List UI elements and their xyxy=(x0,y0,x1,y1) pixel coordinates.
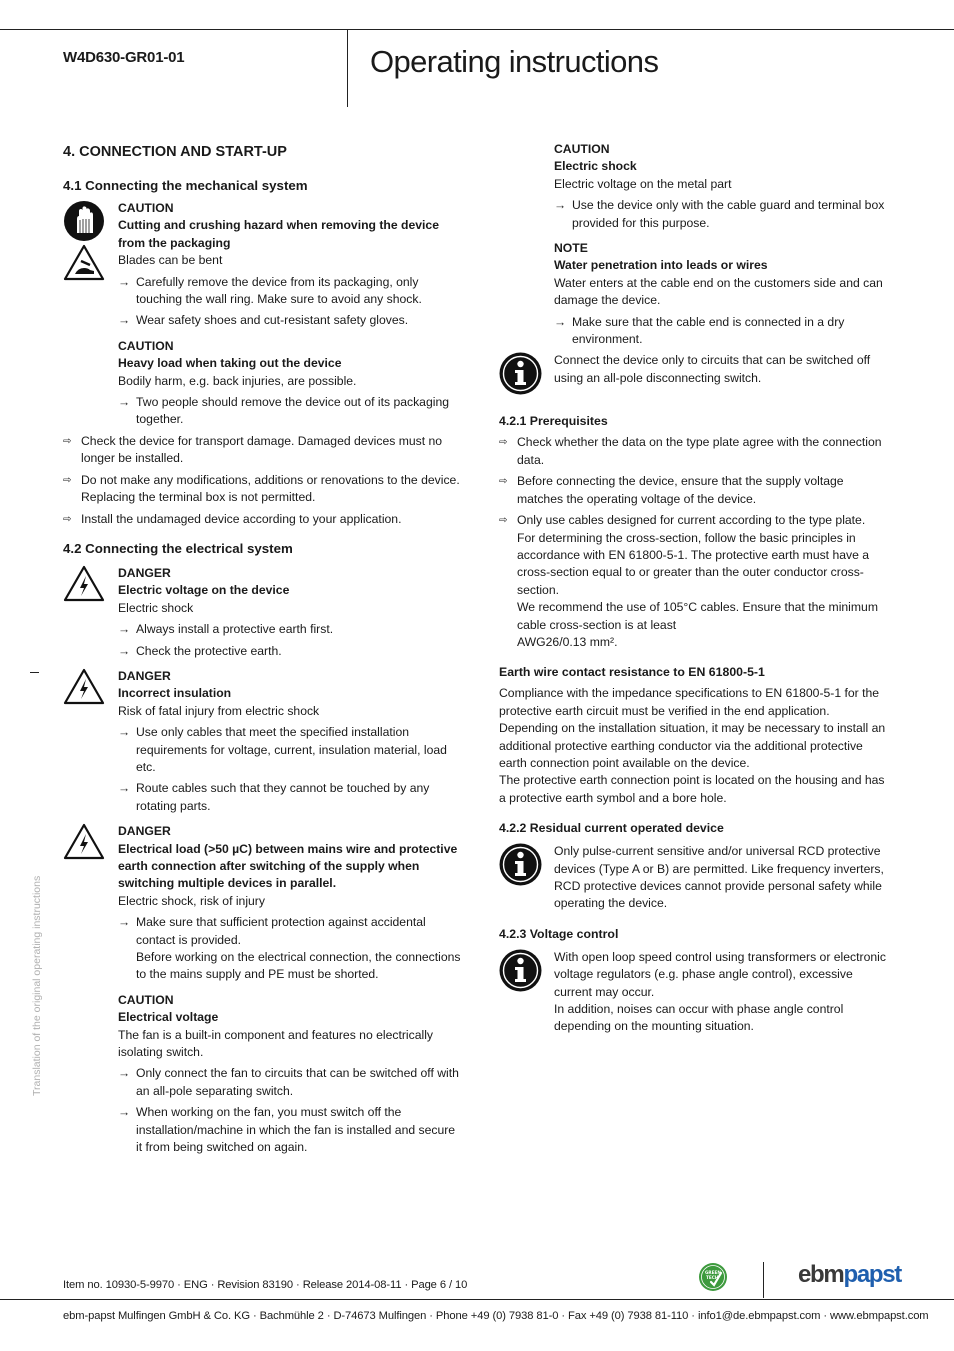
list-item: → Make sure that the cable end is connected in a dry environment. xyxy=(554,314,845,347)
warning-desc: Risk of fatal injury from electric shock xyxy=(118,703,320,718)
info-text: With open loop speed control using transformers or electronic voltage regulators (e.g. phase angle control), excessive current may occur. xyxy=(554,949,886,999)
warning-title: Electric shock xyxy=(554,159,637,174)
info-note-voltage-control xyxy=(499,949,891,1036)
info-text: In addition, noises can occur with phase angle control depending on the mounting situation. xyxy=(554,1002,844,1034)
warning-level: DANGER xyxy=(118,668,171,683)
check-list xyxy=(63,433,463,528)
document-code: W4D630-GR01-01 xyxy=(63,49,185,66)
arrow-icon: → xyxy=(118,643,131,658)
warning-title: Cutting and crushing hazard when removing the device from the packaging xyxy=(118,218,439,250)
section-title: 4. CONNECTION AND START-UP xyxy=(63,144,287,160)
warning-title: Electric voltage on the device xyxy=(118,583,290,598)
info-text: Connect the device only to circuits that can be switched off using an all-pole disconnecting switch. xyxy=(554,353,871,385)
right-column xyxy=(499,141,891,1036)
header-top-rule xyxy=(0,29,954,30)
badge-text-green: GREEN xyxy=(705,1270,721,1275)
warning-level: CAUTION xyxy=(118,201,174,215)
check-arrow-icon: ⇨ xyxy=(499,515,508,527)
subsection-prerequisites: 4.2.1 Prerequisites xyxy=(499,414,608,429)
warning-desc: Electric voltage on the metal part xyxy=(554,176,732,191)
list-item: ⇨ Check whether the data on the type plate agree with the connection data. xyxy=(499,435,882,467)
gloves-icon xyxy=(63,200,105,242)
danger-electrical-load xyxy=(63,823,463,984)
list-item: → Use only cables that meet the specified installation requirements for voltage, current, insulation material, load etc. xyxy=(118,725,447,774)
footer-item-info: Item no. 10930-5-9970 · ENG · Revision 83190 · Release 2014-08-11 · Page 6 / 10 xyxy=(63,1279,468,1291)
list-item: → Check the protective earth. xyxy=(118,643,463,660)
list-item: → Two people should remove the device out of its packaging together. xyxy=(118,395,450,427)
earth-resistance-title: Earth wire contact resistance to EN 61800-5-1 xyxy=(499,665,765,680)
list-item: → When working on the fan, you must switch off the installation/machine in which the fan is installed and secure it from being switched on again. xyxy=(118,1105,456,1155)
arrow-icon: → xyxy=(118,725,131,740)
list-item: → Make sure that sufficient protection against accidental contact is provided. Before working on the electrical connection, the connections to the mains supply and PE must be shorted. xyxy=(118,915,461,982)
left-column xyxy=(63,142,463,1157)
warning-level: NOTE xyxy=(554,241,588,256)
list-item: ⇨ Install the undamaged device according to your application. xyxy=(63,511,463,528)
check-arrow-icon: ⇨ xyxy=(63,474,72,486)
list-item: → Use the device only with the cable guard and terminal box provided for this purpose. xyxy=(554,198,885,230)
prerequisites-list xyxy=(499,434,891,651)
badge-text-tech: TECH xyxy=(706,1275,719,1280)
list-item: ⇨ Only use cables designed for current according to the type plate. For determining the cross-section, follow the basic principles in accordance with EN 61800-5-1. The protective earth must have a cross-section equal to or greater than the outer conductor cross-section. We recommend the use of 105°C cables. Ensure that the minimum cable cross-section is at least AWG26/0.13 mm². xyxy=(499,513,878,649)
high-voltage-icon xyxy=(63,668,105,705)
info-icon xyxy=(499,949,542,992)
warning-desc: Water enters at the cable end on the customers side and can damage the device. xyxy=(554,275,883,308)
footer-rule xyxy=(0,1299,954,1300)
high-voltage-icon xyxy=(63,823,105,860)
warning-desc: Electric shock xyxy=(118,600,194,615)
list-item: → Wear safety shoes and cut-resistant safety gloves. xyxy=(118,312,463,329)
arrow-icon: → xyxy=(118,622,131,637)
warning-level: CAUTION xyxy=(118,992,174,1007)
subsection-mechanical: 4.1 Connecting the mechanical system xyxy=(63,178,308,193)
side-note: Translation of the original operating instructions xyxy=(31,875,43,1096)
danger-incorrect-insulation xyxy=(63,668,463,815)
arrow-icon: → xyxy=(118,274,131,289)
info-text: Only pulse-current sensitive and/or universal RCD protective devices (Type A or B) are permitted. Like frequency inverters, RCD protective devices cannot provide personal safety while operating the device. xyxy=(554,844,884,911)
warning-level: DANGER xyxy=(118,565,171,580)
warning-title: Heavy load when taking out the device xyxy=(118,356,342,371)
list-item: ⇨ Do not make any modifications, additions or renovations to the device. Replacing the terminal box is not permitted. xyxy=(63,472,460,505)
check-arrow-icon: ⇨ xyxy=(499,476,508,488)
warning-level: CAUTION xyxy=(554,142,610,156)
footer-divider xyxy=(763,1262,764,1298)
info-note-disconnect xyxy=(499,352,891,396)
warning-desc: Electric shock, risk of injury xyxy=(118,893,265,908)
check-arrow-icon: ⇨ xyxy=(499,437,508,449)
warning-cutting-hazard xyxy=(63,200,463,330)
caution-electric-shock xyxy=(554,141,891,232)
subsection-electrical: 4.2 Connecting the electrical system xyxy=(63,540,293,556)
green-tech-badge-icon xyxy=(698,1262,728,1292)
arrow-icon: → xyxy=(554,198,567,213)
footer-company-info: ebm-papst Mulfingen GmbH & Co. KG · Bachmühle 2 · D-74673 Mulfingen · Phone +49 (0) 7938 81-0 · Fax +49 (0) 7938 81-110 · info1@de.ebmpapst.com · www.ebmpapst.com xyxy=(63,1310,929,1322)
list-item: ⇨ Check the device for transport damage. Damaged devices must no longer be installed. xyxy=(63,433,443,466)
header-divider xyxy=(347,29,348,107)
ebmpapst-logo: ebmpapst xyxy=(798,1261,901,1288)
warning-level: DANGER xyxy=(118,824,171,839)
list-item: ⇨ Before connecting the device, ensure that the supply voltage matches the operating voltage of the device. xyxy=(499,474,844,506)
warning-level: CAUTION xyxy=(118,338,174,353)
warning-title: Incorrect insulation xyxy=(118,686,232,701)
warning-heavy-load xyxy=(118,338,463,429)
crushing-hazard-icon xyxy=(63,244,105,281)
warning-desc: The fan is a built-in component and features no electrically isolating switch. xyxy=(118,1027,434,1060)
warning-title: Electrical load (>50 µC) between mains wire and protective earth connection after switching of the supply when switching multiple devices in parallel. xyxy=(118,841,458,891)
info-icon xyxy=(499,843,542,886)
subsection-voltage-control: 4.2.3 Voltage control xyxy=(499,926,619,941)
margin-tick xyxy=(30,672,39,673)
arrow-icon: → xyxy=(554,314,567,329)
arrow-icon: → xyxy=(118,1105,131,1120)
arrow-icon: → xyxy=(118,915,131,930)
check-arrow-icon: ⇨ xyxy=(63,513,72,525)
warning-desc: Blades can be bent xyxy=(118,253,223,268)
high-voltage-icon xyxy=(63,565,105,602)
earth-resistance-text: Compliance with the impedance specifications to EN 61800-5-1 for the protective earth circuit must be verified in the end application. Depending on the installation situation, it may be necessary to install an additional protective earthing conductor via the additional protective earth connection point available on the device. The protective earth connection point is located on the housing and has a protective earth symbol and a bore hole. xyxy=(499,686,886,805)
warning-desc: Bodily harm, e.g. back injuries, are possible. xyxy=(118,373,357,388)
warning-title: Electrical voltage xyxy=(118,1010,219,1025)
info-note-rcd xyxy=(499,843,891,913)
subsection-rcd: 4.2.2 Residual current operated device xyxy=(499,821,724,836)
arrow-icon: → xyxy=(118,781,131,796)
list-item: → Only connect the fan to circuits that can be switched off with an all-pole separating switch. xyxy=(118,1066,459,1098)
danger-voltage-on-device xyxy=(63,565,463,660)
list-item: → Route cables such that they cannot be touched by any rotating parts. xyxy=(118,781,430,813)
page-title: Operating instructions xyxy=(370,44,659,79)
arrow-icon: → xyxy=(118,313,131,328)
warning-title: Water penetration into leads or wires xyxy=(554,258,768,273)
note-water-penetration xyxy=(554,240,891,348)
list-item: → Carefully remove the device from its packaging, only touching the wall ring. Make sure to avoid any shock. xyxy=(118,274,422,307)
arrow-icon: → xyxy=(118,1066,131,1081)
list-item: → Always install a protective earth first. xyxy=(118,621,463,638)
check-arrow-icon: ⇨ xyxy=(63,435,72,447)
caution-electrical-voltage xyxy=(118,992,463,1157)
arrow-icon: → xyxy=(118,395,131,410)
info-icon xyxy=(499,352,542,395)
